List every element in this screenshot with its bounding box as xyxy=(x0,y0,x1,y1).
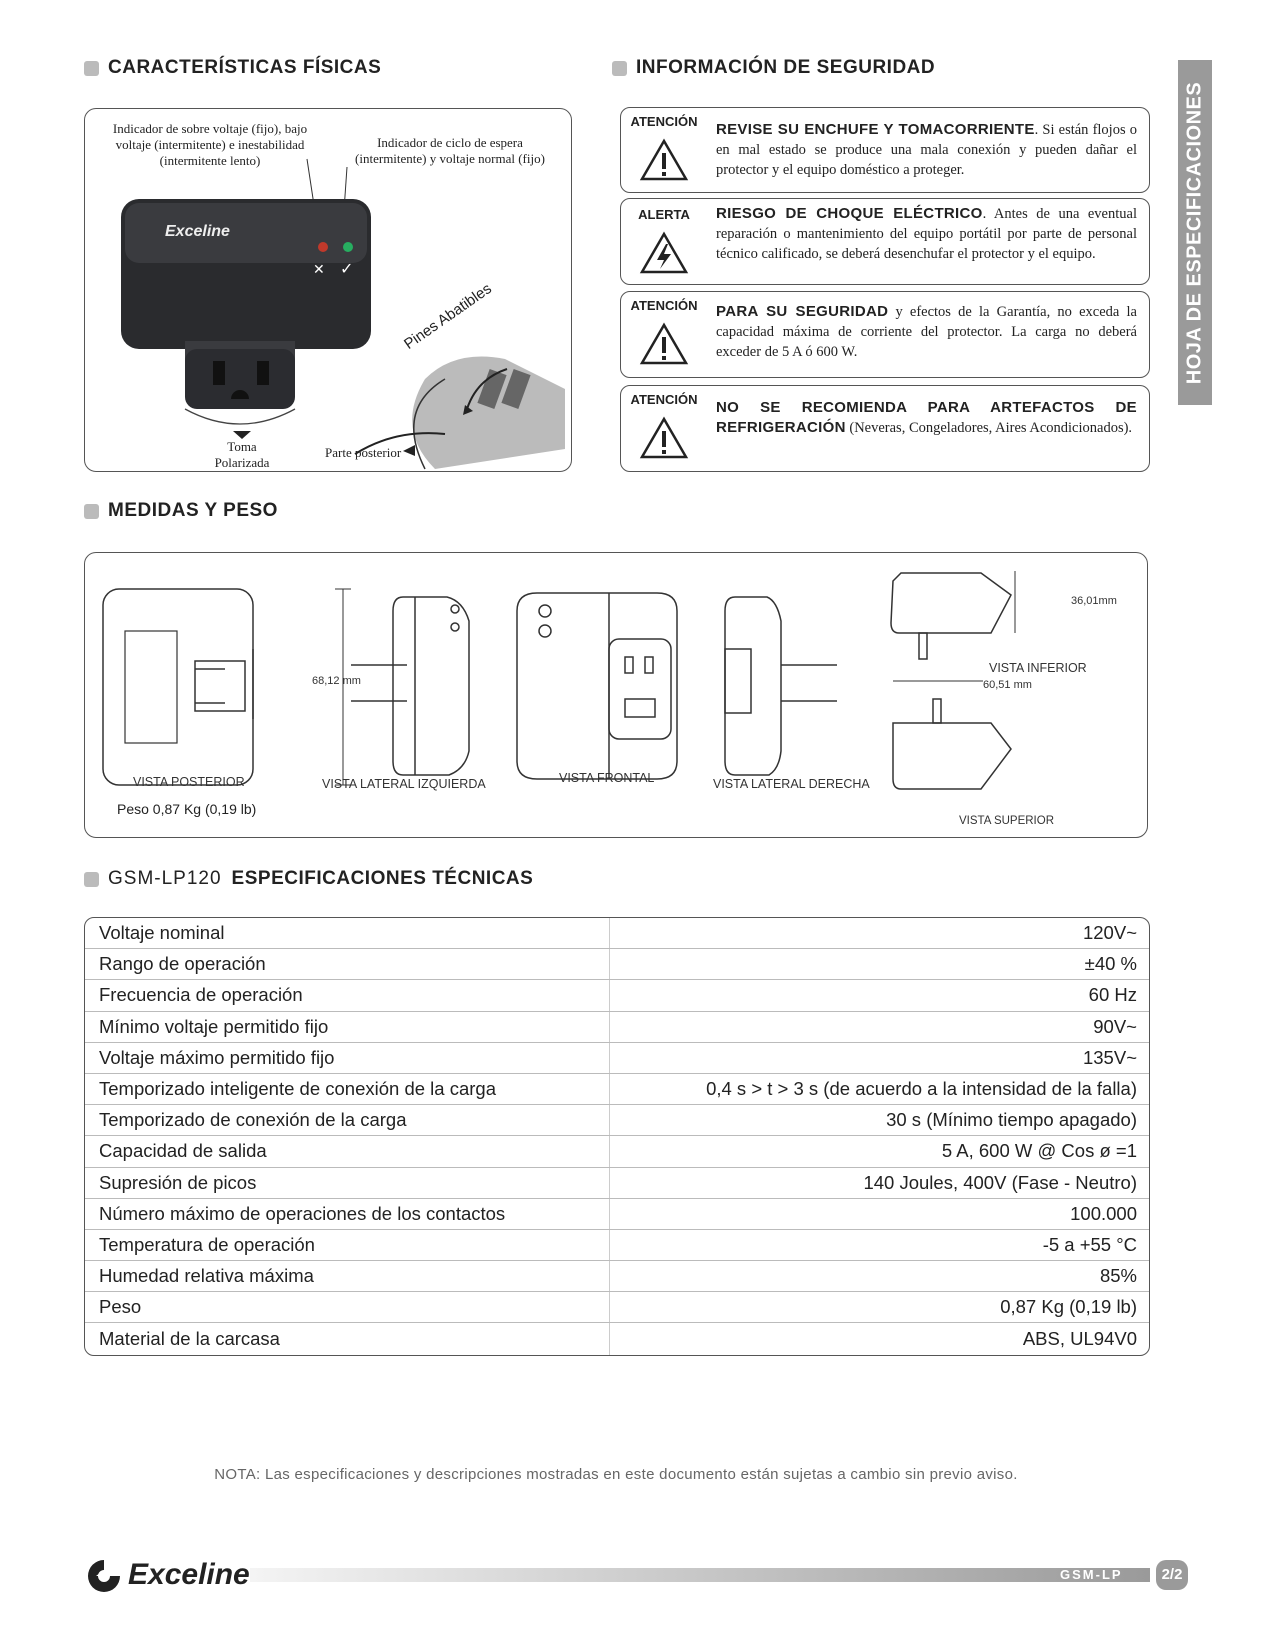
indicator-label-1: Indicador de sobre voltaje (fijo), bajo voltaje (intermitente) e inestabilidad (intermitente lento) xyxy=(112,121,308,168)
indicator-label-2: Indicador de ciclo de espera (intermitente) y voltaje normal (fijo) xyxy=(355,135,545,166)
specs-table xyxy=(84,917,1150,1356)
table-row: Material de la carcasa ABS, UL94V0 xyxy=(85,1323,1149,1354)
warning-text: RIESGO DE CHOQUE ELÉCTRICO. Antes de una eventual reparación o mantenimiento del equipo portátil por parte de personal técnico calificado, se deberá desenchufar el protector y el equipo. xyxy=(716,205,1137,262)
view-bottom-label: VISTA INFERIOR xyxy=(989,661,1087,675)
warning-box-1 xyxy=(620,107,1150,193)
table-row: Rango de operación ±40 % xyxy=(85,949,1149,980)
warning-label: ATENCIÓN xyxy=(630,298,698,313)
table-row: Temporizado inteligente de conexión de la carga 0,4 s > t > 3 s (de acuerdo a la intensidad de la falla) xyxy=(85,1074,1149,1105)
footer-bar xyxy=(250,1568,1150,1582)
disclaimer-note: NOTA: Las especificaciones y descripciones mostradas en este documento están sujetas a cambio sin previo aviso. xyxy=(214,1466,1018,1483)
side-tab xyxy=(1178,60,1212,405)
device-brand-logo: Exceline xyxy=(165,223,230,240)
warning-text: REVISE SU ENCHUFE Y TOMACORRIENTE. Si están flojos o en mal estado se produce una mala conexión y pueden dañar el protector y el equipo doméstico a proteger. xyxy=(716,121,1137,178)
table-row: Número máximo de operaciones de los contactos 100.000 xyxy=(85,1199,1149,1230)
warning-text: NO SE RECOMIENDA PARA ARTEFACTOS DE REFRIGERACIÓN (Neveras, Congeladores, Aires Acondicionados). xyxy=(716,399,1137,436)
section-title-dimensions: MEDIDAS Y PESO xyxy=(84,500,278,522)
dimensions-box xyxy=(84,552,1148,838)
exclamation-icon xyxy=(639,416,689,460)
warning-box-2 xyxy=(620,198,1150,285)
table-row: Voltaje máximo permitido fijo 135V~ xyxy=(85,1043,1149,1074)
view-left-label: VISTA LATERAL IZQUIERDA xyxy=(322,777,486,791)
page-number: 2/2 xyxy=(1156,1560,1188,1590)
bullet-square-icon xyxy=(84,504,99,519)
warning-label: ATENCIÓN xyxy=(630,114,698,129)
bullet-square-icon xyxy=(612,61,627,76)
outlet-label: Toma Polarizada xyxy=(214,439,270,470)
view-rear-label: VISTA POSTERIOR xyxy=(133,775,245,789)
table-row: Temporizado de conexión de la carga 30 s (Mínimo tiempo apagado) xyxy=(85,1105,1149,1136)
height-dimension: 68,12 mm xyxy=(312,675,361,687)
weight-label: Peso 0,87 Kg (0,19 lb) xyxy=(117,801,257,817)
led-ok-icon: ✓ xyxy=(340,261,354,278)
view-front-label: VISTA FRONTAL xyxy=(559,771,655,785)
depth-dimension: 36,01mm xyxy=(1071,595,1117,607)
table-row: Mínimo voltaje permitido fijo 90V~ xyxy=(85,1012,1149,1043)
table-row: Capacidad de salida 5 A, 600 W @ Cos ø =1 xyxy=(85,1136,1149,1167)
table-row: Frecuencia de operación 60 Hz xyxy=(85,980,1149,1011)
exclamation-icon xyxy=(639,138,689,182)
view-right-label: VISTA LATERAL DERECHA xyxy=(713,777,870,791)
bullet-square-icon xyxy=(84,872,99,887)
table-row: Humedad relativa máxima 85% xyxy=(85,1261,1149,1292)
footer-brand: Exceline xyxy=(128,1558,250,1591)
warning-text: PARA SU SEGURIDAD y efectos de la Garantía, no exceda la capacidad máxima de corriente del protector. La carga no deberá exceder de 5 A ó 600 W. xyxy=(716,303,1137,360)
table-row: Supresión de picos 140 Joules, 400V (Fase - Neutro) xyxy=(85,1168,1149,1199)
section-title-safety: INFORMACIÓN DE SEGURIDAD xyxy=(612,57,935,79)
warning-box-4 xyxy=(620,385,1150,472)
width-dimension: 60,51 mm xyxy=(983,679,1032,691)
warning-box-3 xyxy=(620,291,1150,378)
footer-model: GSM-LP xyxy=(1060,1567,1123,1582)
section-title-specs: GSM-LP120 ESPECIFICACIONES TÉCNICAS xyxy=(84,868,533,890)
section-title-physical: CARACTERÍSTICAS FÍSICAS xyxy=(84,57,381,79)
brand-logo-icon xyxy=(82,1556,126,1592)
led-fail-icon: ✕ xyxy=(313,261,325,277)
table-row: Peso 0,87 Kg (0,19 lb) xyxy=(85,1292,1149,1323)
rear-label: Parte posterior xyxy=(325,445,402,460)
warning-label: ALERTA xyxy=(638,207,690,222)
warning-label: ATENCIÓN xyxy=(630,392,698,407)
bullet-square-icon xyxy=(84,61,99,76)
device-illustration xyxy=(85,109,573,473)
side-tab-label: HOJA DE ESPECIFICACIONES xyxy=(1183,81,1206,384)
lightning-icon xyxy=(639,231,689,275)
pins-label: Pines Abatibles xyxy=(401,280,495,353)
views-drawing xyxy=(85,553,1149,839)
table-row: Voltaje nominal 120V~ xyxy=(85,918,1149,949)
exclamation-icon xyxy=(639,322,689,366)
view-top-label: VISTA SUPERIOR xyxy=(959,815,1055,827)
table-row: Temperatura de operación -5 a +55 °C xyxy=(85,1230,1149,1261)
physical-features-box xyxy=(84,108,572,472)
